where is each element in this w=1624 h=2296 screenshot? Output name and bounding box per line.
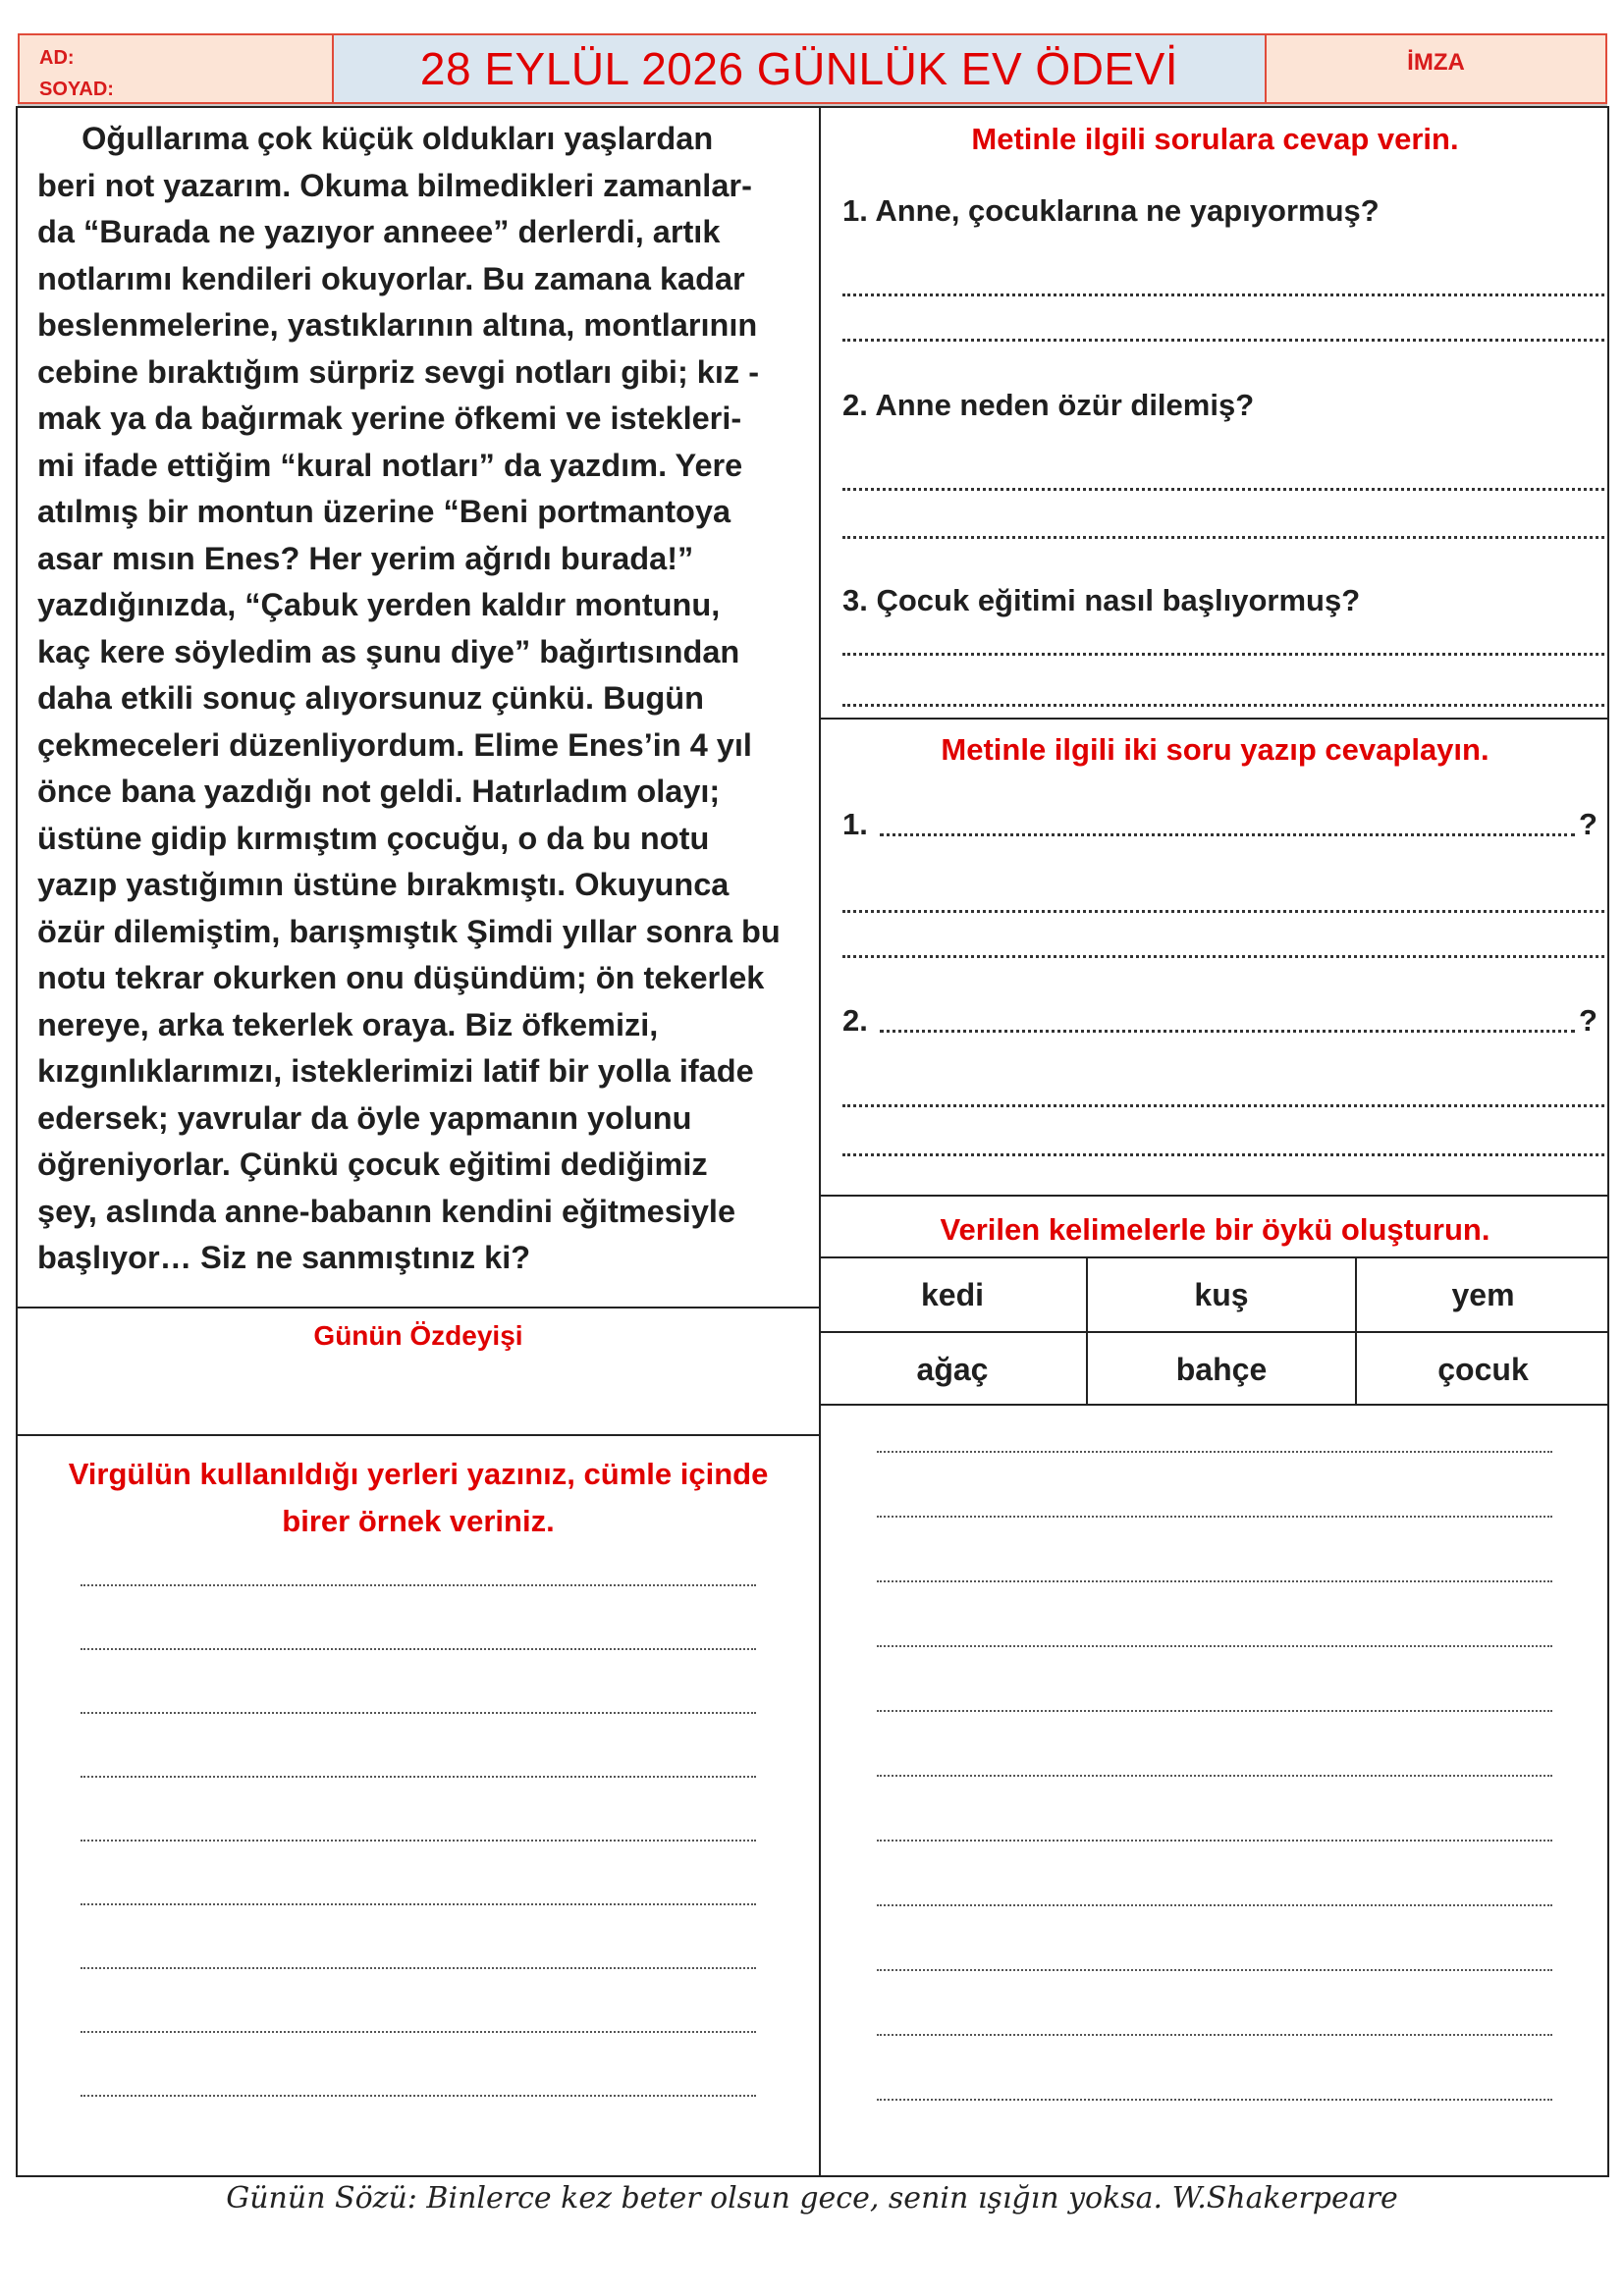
- answer-line[interactable]: [842, 703, 1604, 707]
- quote-footer: Günün Sözü: Binlerce kez beter olsun gece, senin ışığın yoksa. W.Shakerpeare: [226, 2181, 1398, 2216]
- story-answer-lines: [877, 1451, 1552, 2101]
- reading-passage: [37, 116, 813, 1282]
- passage-line: üstüne gidip kırmıştım çocuğu, o da bu notu: [37, 820, 710, 856]
- answer-line[interactable]: [877, 2034, 1552, 2036]
- passage-line: kaç kere söyledim as şunu diye” bağırtısından: [37, 633, 740, 669]
- passage-line: başlıyor… Siz ne sanmıştınız ki?: [37, 1240, 531, 1275]
- answer-line[interactable]: [877, 1645, 1552, 1647]
- passage-line: nereye, arka tekerlek oraya. Biz öfkemizi,: [37, 1006, 659, 1042]
- page-title: 28 EYLÜL 2026 GÜNLÜK EV ÖDEVİ: [419, 43, 1179, 94]
- passage-line: Oğullarıma çok küçük oldukları yaşlardan: [37, 121, 714, 156]
- own-question-2-line[interactable]: [880, 1029, 1575, 1033]
- word-table: [819, 1256, 1609, 1406]
- answer-line[interactable]: [842, 535, 1604, 539]
- answer-line[interactable]: [842, 1103, 1604, 1107]
- answer-line[interactable]: [81, 1903, 756, 1905]
- homework-title-box: [334, 33, 1265, 104]
- passage-line: yazıp yastığımın üstüne bırakmıştı. Okuyunca: [37, 867, 730, 902]
- question-mark: ?: [1579, 807, 1597, 841]
- answer-line[interactable]: [81, 1712, 756, 1714]
- own-question-1-number: 1.: [842, 807, 868, 841]
- separator: [16, 1434, 821, 1436]
- passage-line: yazdığınızda, “Çabuk yerden kaldır montunu,: [37, 587, 721, 622]
- question-1: 1. Anne, çocuklarına ne yapıyormuş?: [842, 193, 1380, 228]
- passage-line: cebine bıraktığım sürpriz sevgi notları gibi; kız -: [37, 353, 760, 390]
- question-3: 3. Çocuk eğitimi nasıl başlıyormuş?: [842, 583, 1361, 617]
- passage-line: mak ya da bağırmak yerine öfkemi ve istekleri-: [37, 400, 742, 436]
- answer-line[interactable]: [842, 909, 1604, 913]
- passage-line: atılmış bir montun üzerine “Beni portmantoya: [37, 494, 731, 529]
- answer-line[interactable]: [842, 652, 1604, 656]
- answer-line[interactable]: [877, 1710, 1552, 1712]
- word-cell: çocuk: [1437, 1351, 1529, 1387]
- column-divider: [819, 106, 821, 2177]
- passage-line: edersek; yavrular da öyle yapmanın yolunu: [37, 1099, 692, 1136]
- answer-line[interactable]: [877, 1775, 1552, 1777]
- quote-of-day-title: Günün Özdeyişi: [313, 1320, 523, 1351]
- answer-line[interactable]: [81, 1967, 756, 1969]
- passage-line: şey, aslında anne-babanın kendini eğitmesiyle: [37, 1193, 736, 1229]
- answer-line[interactable]: [877, 2099, 1552, 2101]
- answer-line[interactable]: [877, 1580, 1552, 1582]
- answer-line[interactable]: [842, 1152, 1604, 1156]
- comma-answer-lines: [81, 1584, 756, 2097]
- passage-line: çekmeceleri düzenliyordum. Elime Enes’in 4 yıl: [37, 726, 752, 763]
- passage-line: öğreniyorlar. Çünkü çocuk eğitimi dediğimiz: [37, 1147, 708, 1182]
- comma-title-line: Virgülün kullanıldığı yerleri yazınız, cümle içinde: [68, 1457, 769, 1491]
- own-question-2-number: 2.: [842, 1003, 868, 1038]
- story-words-title: Verilen kelimelerle bir öykü oluşturun.: [940, 1212, 1490, 1247]
- answer-line[interactable]: [842, 954, 1604, 958]
- answer-line[interactable]: [81, 1776, 756, 1778]
- own-question-1-line[interactable]: [880, 832, 1575, 836]
- answer-line[interactable]: [877, 1516, 1552, 1518]
- answer-line[interactable]: [81, 2095, 756, 2097]
- passage-line: önce bana yazdığı not geldi. Hatırladım olayı;: [37, 774, 721, 809]
- answer-line[interactable]: [81, 1648, 756, 1650]
- passage-line: notlarımı kendileri okuyorlar. Bu zamana kadar: [37, 260, 745, 296]
- passage-line: özür dilemiştim, barışmıştık Şimdi yıllar sonra bu: [37, 913, 781, 949]
- word-cell: bahçe: [1175, 1351, 1268, 1387]
- answer-line[interactable]: [81, 1840, 756, 1842]
- passage-line: notu tekrar okurken onu düşündüm; ön tekerlek: [37, 960, 765, 995]
- passage-line: asar mısın Enes? Her yerim ağrıdı burada!”: [37, 540, 694, 576]
- passage-line: beslenmelerine, yastıklarının altına, montlarının: [37, 307, 758, 343]
- separator: [16, 1307, 821, 1308]
- passage-line: beri not yazarım. Okuma bilmedikleri zamanlar-: [37, 167, 752, 203]
- passage-line: daha etkili sonuç alıyorsunuz çünkü. Bugün: [37, 680, 704, 716]
- answer-line[interactable]: [877, 1904, 1552, 1906]
- comma-title-line: birer örnek veriniz.: [282, 1504, 555, 1538]
- passage-line: mi ifade ettiğim “kural notları” da yazdım. Yere: [37, 447, 743, 483]
- separator: [819, 718, 1609, 720]
- passage-line: da “Burada ne yazıyor anneee” derlerdi, artık: [37, 214, 721, 249]
- name-label: AD:: [39, 47, 75, 69]
- separator: [819, 1195, 1609, 1197]
- answer-line[interactable]: [842, 293, 1604, 296]
- answer-line[interactable]: [81, 2031, 756, 2033]
- name-surname-box: [18, 33, 334, 104]
- word-cell: yem: [1451, 1276, 1515, 1312]
- surname-label: SOYAD:: [39, 79, 114, 100]
- answer-line[interactable]: [81, 1584, 756, 1586]
- signature-box: [1265, 33, 1607, 104]
- passage-line: kızgınlıklarımızı, isteklerimizi latif bir yolla ifade: [37, 1053, 754, 1089]
- question-2: 2. Anne neden özür dilemiş?: [842, 388, 1255, 422]
- questions-title: Metinle ilgili sorulara cevap verin.: [971, 122, 1459, 156]
- answer-line[interactable]: [877, 1451, 1552, 1453]
- answer-line[interactable]: [842, 487, 1604, 491]
- signature-label: İMZA: [1407, 49, 1465, 76]
- word-cell: kuş: [1194, 1276, 1249, 1312]
- answer-line[interactable]: [877, 1969, 1552, 1971]
- own-questions-title: Metinle ilgili iki soru yazıp cevaplayın.: [941, 732, 1489, 767]
- word-cell: kedi: [920, 1276, 985, 1312]
- question-mark: ?: [1579, 1003, 1597, 1038]
- word-cell: ağaç: [916, 1351, 989, 1387]
- answer-line[interactable]: [842, 338, 1604, 342]
- comma-section-title: [16, 1451, 821, 1545]
- answer-line[interactable]: [877, 1840, 1552, 1842]
